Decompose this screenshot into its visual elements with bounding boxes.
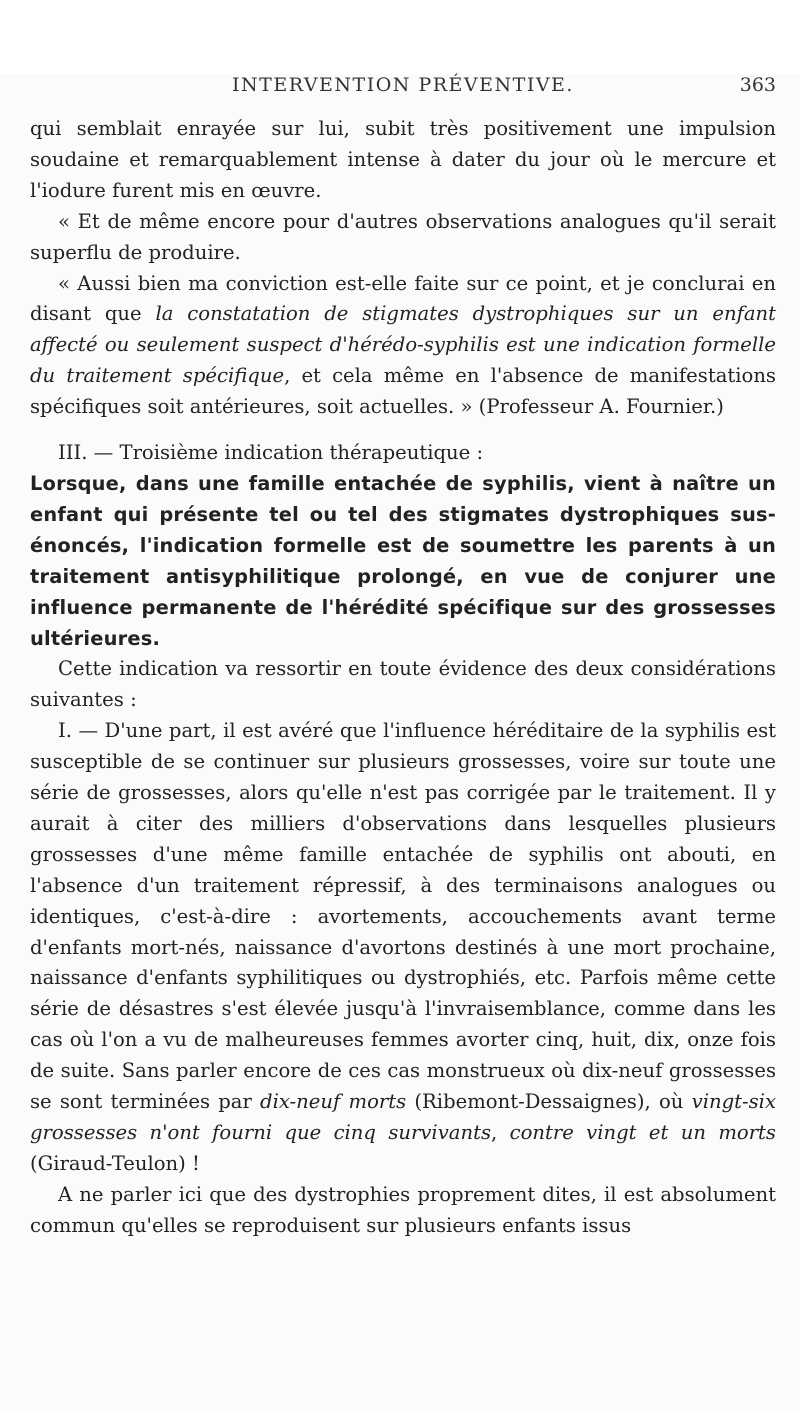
paragraph-text: (Ribemont-Dessaignes), où	[406, 1090, 692, 1114]
paragraph-continuation	[30, 114, 776, 207]
section-heading: III. — Troisième indication thérapeutique :	[58, 441, 484, 465]
running-header	[30, 74, 776, 114]
paragraph-text: , et cela même en l'absence de manifestations spécifiques soit antérieures, soit actuelles. » (Professeur A. Fournier.)	[30, 364, 776, 419]
italic-emphasis: vingt-six grossesses n'ont fourni que cinq survivants	[30, 1090, 776, 1144]
paragraph-text: qui semblait enrayée sur lui, subit très positivement une impulsion soudaine et remarquablement intense à dater du jour où le mercure et l'iodure furent mis en œuvre.	[30, 117, 776, 202]
bold-statement: Lorsque, dans une famille entachée de syphilis, vient à naître un enfant qui présente tel ou tel des stigmates dystrophiques sus-énoncés, l'indication formelle est de soumettre les parents à un traitement antisyphilitique prolongé, en vue de conjurer une influence permanente de l'hérédité spécifique sur des grossesses ultérieures.	[30, 471, 776, 650]
paragraph-dystrophies	[30, 1180, 776, 1242]
body-text	[30, 114, 776, 1242]
paragraph-considerations-intro	[30, 654, 776, 716]
paragraph-text: « Aussi bien ma conviction est-elle faite sur ce point, et je conclurai en disant que	[30, 271, 776, 326]
running-title: INTERVENTION PRÉVENTIVE.	[232, 74, 574, 96]
paragraph-quote-conclusion	[30, 269, 776, 424]
paragraph-text: ,	[491, 1121, 510, 1144]
paragraph-first-consideration	[30, 716, 776, 1180]
paragraph-text: « Et de même encore pour d'autres observations analogues qu'il serait superflu de produire.	[30, 209, 776, 264]
paragraph-text: I. — D'une part, il est avéré que l'influence héréditaire de la syphilis est susceptible de se continuer sur plusieurs grossesses, voire sur toute une série de grossesses, alors qu'elle n'est pas corrigée par le traitement. Il y aurait à citer des milliers d'observations dans lesquelles plusieurs grossesses d'une même famille entachée de syphilis ont abouti, en l'absence d'un traitement répressif, à des terminaisons analogues ou identiques, c'est-à-dire : avortements, accouchements avant terme d'enfants mort-nés, naissance d'avortons destinés à une mort prochaine, naissance d'enfants syphilitiques ou dystrophiés, etc. Parfois même cette série de désastres s'est élevée jusqu'à l'invraisemblance, comme dans les cas où l'on a vu de malheureuses femmes avorter cinq, huit, dix, onze fois de suite. Sans parler encore de ces cas monstrueux où dix-neuf grossesses se sont terminées par	[30, 719, 776, 1114]
paragraph-text: A ne parler ici que des dystrophies proprement dites, il est absolument commun qu'elles se reproduisent sur plusieurs enfants issus	[30, 1182, 776, 1237]
paragraph-text: (Giraud-Teulon) !	[30, 1151, 200, 1175]
italic-emphasis: contre vingt et un morts	[509, 1121, 776, 1144]
page-number: 363	[739, 74, 776, 96]
book-page	[0, 74, 800, 1412]
italic-emphasis: dix-neuf morts	[260, 1090, 407, 1114]
paragraph-text: Cette indication va ressortir en toute évidence des deux considérations suivantes :	[30, 657, 776, 712]
paragraph-quote-analogous	[30, 207, 776, 269]
paragraph-third-indication	[30, 438, 776, 654]
italic-emphasis: la constatation de stigmates dystrophiques sur un enfant affecté ou seulement suspect d'hérédo-syphilis est une indication formelle du traitement spécifique	[30, 302, 776, 388]
